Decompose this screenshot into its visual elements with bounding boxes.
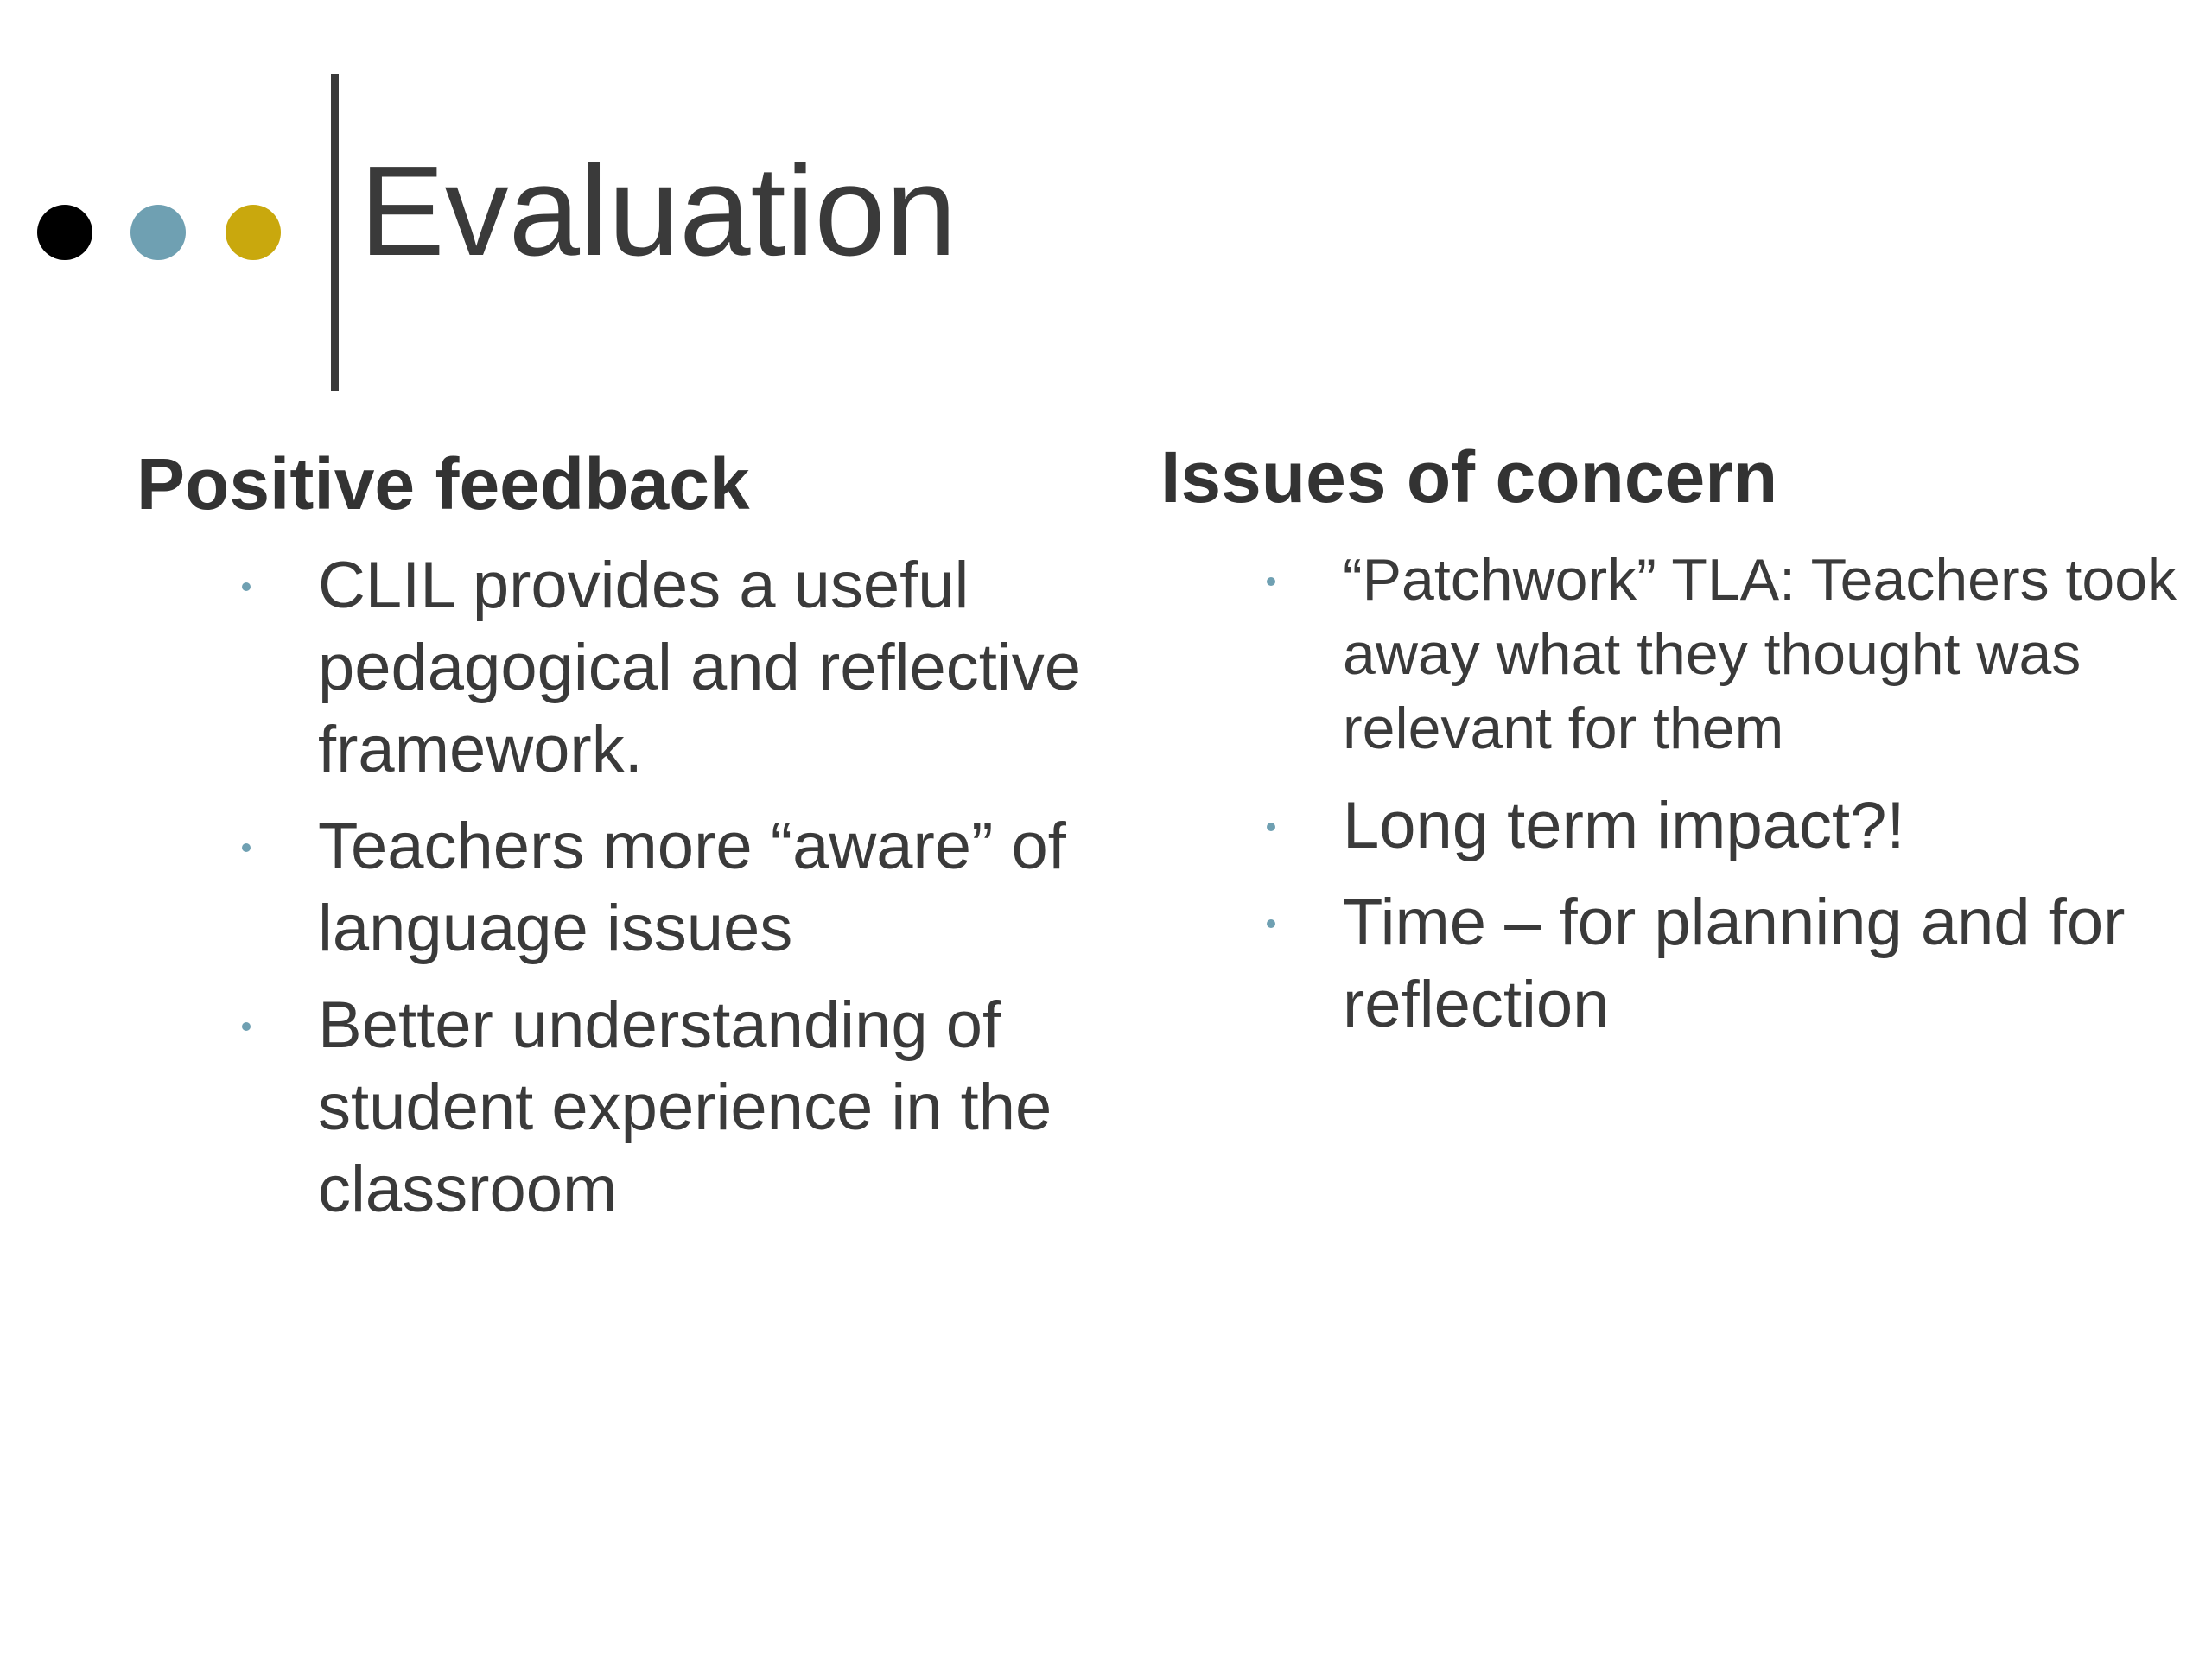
bullet-icon (1267, 823, 1275, 831)
bullet-icon (242, 582, 251, 591)
decorative-dot-blue (130, 205, 186, 260)
decorative-dot-gold (226, 205, 281, 260)
list-item-text: Better understanding of student experience in the classroom (318, 988, 1052, 1226)
issues-of-concern-list (1267, 543, 2183, 1060)
list-item (242, 805, 1106, 969)
bullet-icon (242, 843, 251, 852)
list-item-text: Teachers more “aware” of language issues (318, 810, 1066, 965)
list-item (242, 544, 1106, 791)
list-item (1267, 543, 2183, 766)
list-item (1267, 785, 2183, 867)
decorative-dot-black (37, 205, 92, 260)
bullet-icon (1267, 577, 1275, 586)
list-item-text: Time – for planning and for reflection (1343, 886, 2126, 1041)
list-item (242, 984, 1106, 1230)
list-item-text: “Patchwork” TLA: Teachers took away what they thought was relevant for them (1343, 547, 2177, 761)
positive-feedback-heading: Positive feedback (137, 443, 750, 524)
bullet-icon (1267, 919, 1275, 928)
list-item-text: Long term impact?! (1343, 789, 1905, 862)
bullet-icon (242, 1022, 251, 1031)
slide-title: Evaluation (359, 140, 957, 283)
issues-of-concern-heading: Issues of concern (1160, 436, 1778, 518)
list-item-text: CLIL provides a useful pedagogical and reflective framework. (318, 549, 1082, 786)
title-divider-line (331, 74, 339, 391)
positive-feedback-list (242, 544, 1106, 1245)
list-item (1267, 881, 2183, 1046)
